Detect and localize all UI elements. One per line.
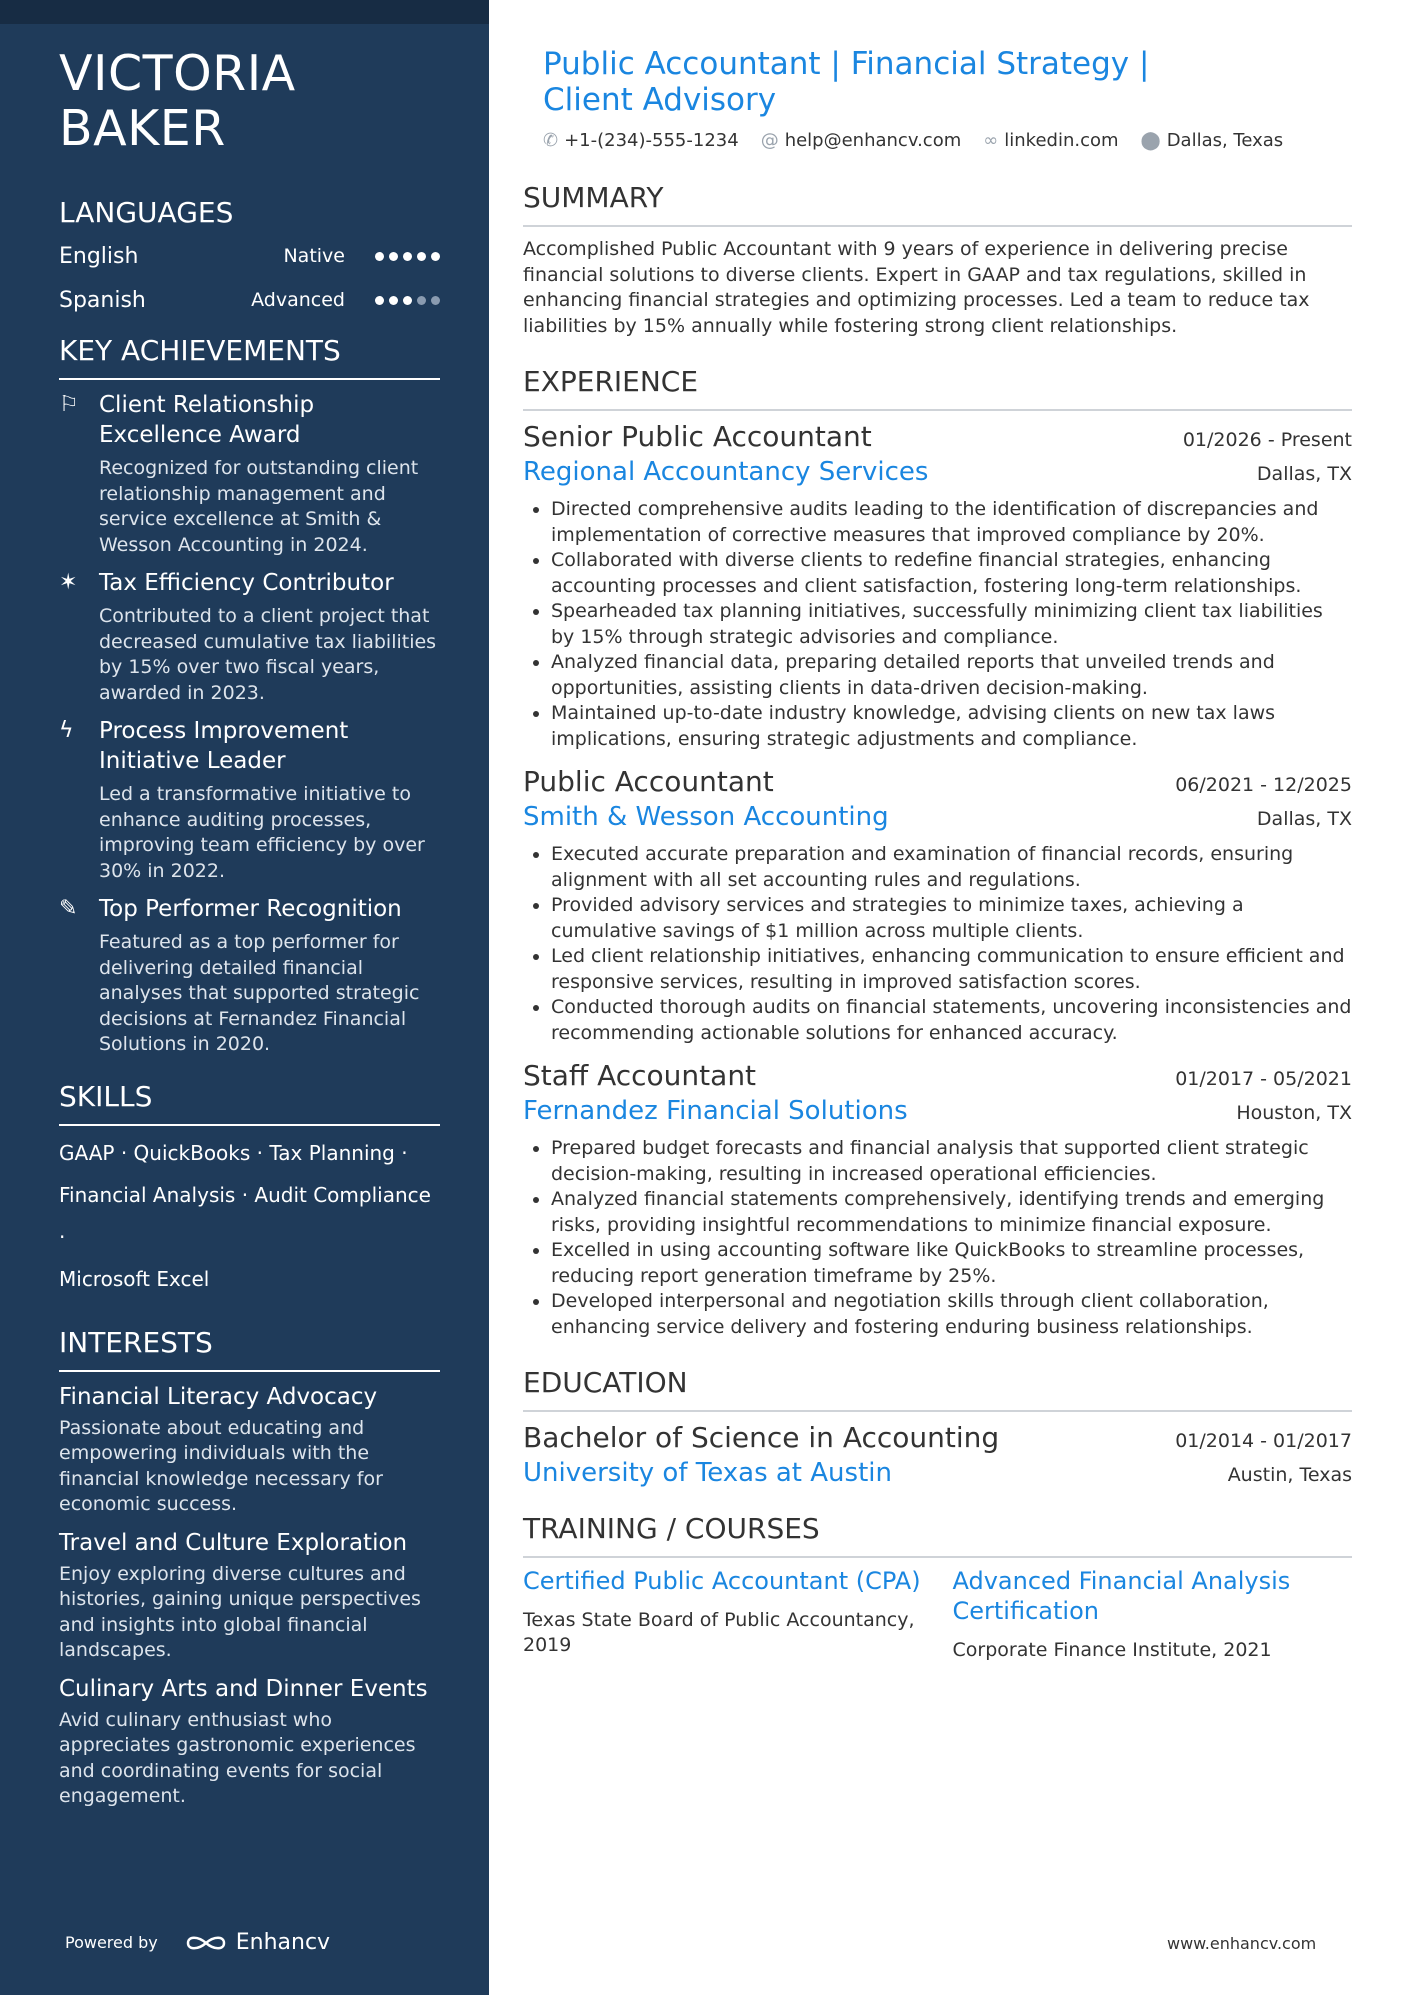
experience-heading: EXPERIENCE <box>523 365 1352 411</box>
achievement-title: Client Relationship Excellence Award <box>99 392 315 448</box>
rating-dot <box>375 296 384 305</box>
job-bullet: • Developed interpersonal and negotiation skills through client collaboration, enhancing service delivery and fostering enduring business relationships. <box>551 1289 1352 1340</box>
rating-dot <box>375 252 384 261</box>
phone-icon: ✆ <box>543 130 559 151</box>
job-company: Smith & Wesson Accounting <box>523 802 889 832</box>
interest-title: Culinary Arts and Dinner Events <box>59 1675 428 1702</box>
education-location: Austin, Texas <box>1227 1464 1352 1486</box>
achievement-body <box>99 894 440 1058</box>
achievement-item <box>59 568 440 706</box>
job-bullet: • Analyzed financial statements comprehensively, identifying trends and emerging risks, providing insightful recommendations to minimize financial exposure. <box>551 1187 1352 1238</box>
achievement-title: Tax Efficiency Contributor <box>99 570 394 596</box>
training-list <box>523 1566 1352 1663</box>
interest-description: Passionate about educating and empowering individuals with the financial knowledge necessary for economic success. <box>59 1416 383 1515</box>
achievement-description: Led a transformative initiative to enhance auditing processes, improving team efficiency by over 30% in 2022. <box>99 783 425 882</box>
job-bullet: • Led client relationship initiatives, enhancing communication to ensure efficient and responsive services, resulting in improved satisfaction scores. <box>551 944 1352 995</box>
job-entry <box>523 1058 1352 1340</box>
rating-dot <box>417 252 426 261</box>
achievement-item <box>59 716 440 884</box>
enhancv-logo-icon <box>184 1932 228 1954</box>
job-location: Houston, TX <box>1236 1102 1352 1124</box>
interest-item <box>59 1528 440 1664</box>
sidebar-content <box>59 46 440 1818</box>
job-title: Staff Accountant <box>523 1059 757 1092</box>
job-entry <box>523 419 1352 752</box>
language-rating <box>375 296 440 305</box>
achievement-item <box>59 894 440 1058</box>
job-company: Fernandez Financial Solutions <box>523 1096 908 1126</box>
rating-dot <box>431 296 440 305</box>
flag-icon: ⚐ <box>59 392 79 417</box>
language-level: Advanced <box>251 289 345 311</box>
job-bullets <box>523 1136 1352 1340</box>
school: University of Texas at Austin <box>523 1458 892 1488</box>
languages-heading: LANGUAGES <box>59 196 234 229</box>
job-header <box>523 1058 1352 1094</box>
contact-item[interactable] <box>543 130 739 151</box>
location-pin-icon: ⬤ <box>1140 130 1161 151</box>
education-dates: 01/2014 - 01/2017 <box>1175 1430 1352 1452</box>
at-icon: @ <box>760 130 779 151</box>
achievement-description: Featured as a top performer for delivering detailed financial analyses that supported strategic decisions at Fernandez Financial Solutions in 2020. <box>99 931 420 1055</box>
language-row <box>59 278 440 322</box>
experience-list <box>523 419 1352 1340</box>
main-content <box>523 46 1352 1663</box>
achievement-body <box>99 716 440 884</box>
magic-wand-icon: ✶ <box>59 570 78 595</box>
job-bullet: • Collaborated with diverse clients to redefine financial strategies, enhancing accounting processes and client satisfaction, fostering long-term relationships. <box>551 548 1352 599</box>
achievement-description: Contributed to a client project that decreased cumulative tax liabilities by 15% over two fiscal years, awarded in 2023. <box>99 605 437 704</box>
education-heading: EDUCATION <box>523 1366 1352 1412</box>
name-first: VICTORIA <box>59 45 296 102</box>
enhancv-logo[interactable] <box>184 1930 330 1955</box>
contact-item[interactable] <box>1141 130 1284 151</box>
job-bullet: • Spearheaded tax planning initiatives, successfully minimizing client tax liabilities by 15% through strategic advisories and compliance. <box>551 599 1352 650</box>
training-org: Texas State Board of Public Accountancy, 2019 <box>523 1609 915 1656</box>
language-rating <box>375 252 440 261</box>
interest-item <box>59 1674 440 1810</box>
language-level: Native <box>283 245 345 267</box>
interest-title: Travel and Culture Exploration <box>59 1529 408 1556</box>
job-company-row <box>523 455 1352 489</box>
rating-dot <box>389 252 398 261</box>
achievement-item <box>59 390 440 558</box>
sidebar-top-strip <box>0 0 489 24</box>
training-title: Advanced Financial Analysis Certification <box>952 1567 1291 1625</box>
job-company-row <box>523 800 1352 834</box>
wand-icon: ✎ <box>59 896 78 921</box>
job-dates: 01/2026 - Present <box>1182 429 1352 451</box>
summary-text: Accomplished Public Accountant with 9 years of experience in delivering precise financial solutions to diverse clients. Expert in GAAP and tax regulations, skilled in enhancing financial strategies and optimizing processes. Led a team to reduce tax liabilities by 15% annually while fostering strong client relationships. <box>523 238 1310 337</box>
skills-list <box>59 1132 440 1300</box>
job-company: Regional Accountancy Services <box>523 457 929 487</box>
rating-dot <box>403 296 412 305</box>
training-org: Corporate Finance Institute, 2021 <box>952 1639 1272 1661</box>
job-dates: 06/2021 - 12/2025 <box>1175 774 1352 796</box>
job-header <box>523 419 1352 455</box>
contact-bar <box>543 130 1352 151</box>
job-location: Dallas, TX <box>1256 808 1352 830</box>
rating-dot <box>417 296 426 305</box>
enhancv-brand: Enhancv <box>235 1930 331 1955</box>
rating-dot <box>389 296 398 305</box>
job-bullet: • Provided advisory services and strategies to minimize taxes, achieving a cumulative savings of $1 million across multiple clients. <box>551 893 1352 944</box>
job-bullets <box>523 842 1352 1046</box>
achievements-heading: KEY ACHIEVEMENTS <box>59 334 440 380</box>
footer-url[interactable]: www.enhancv.com <box>1167 1934 1317 1953</box>
interest-title: Financial Literacy Advocacy <box>59 1383 378 1410</box>
contact-item[interactable] <box>983 130 1118 151</box>
degree: Bachelor of Science in Accounting <box>523 1421 1000 1454</box>
training-item <box>523 1566 923 1663</box>
skills-line: GAAP · QuickBooks · Tax Planning · <box>59 1140 408 1165</box>
link-icon: ∞ <box>983 130 999 151</box>
job-bullet: • Directed comprehensive audits leading to the identification of discrepancies and implementation of corrective measures that improved compliance by 20%. <box>551 497 1352 548</box>
interests-heading: INTERESTS <box>59 1326 440 1372</box>
language-name: Spanish <box>59 287 146 313</box>
interest-description: Enjoy exploring diverse cultures and histories, gaining unique perspectives and insights into global financial landscapes. <box>59 1562 421 1661</box>
interest-item <box>59 1382 440 1518</box>
headline: Public Accountant | Financial Strategy | Client Advisory <box>543 46 1150 118</box>
job-bullet: • Analyzed financial data, preparing detailed reports that unveiled trends and opportunities, assisting clients in data-driven decision-making. <box>551 650 1352 701</box>
training-item <box>953 1566 1353 1663</box>
rating-dot <box>403 252 412 261</box>
name-last: BAKER <box>59 100 226 157</box>
job-entry <box>523 764 1352 1046</box>
job-bullet: • Prepared budget forecasts and financial analysis that supported client strategic decision-making, resulting in increased operational efficiencies. <box>551 1136 1352 1187</box>
job-company-row <box>523 1094 1352 1128</box>
achievement-title: Top Performer Recognition <box>99 896 402 922</box>
skills-line: Microsoft Excel <box>59 1266 210 1291</box>
language-name: English <box>59 243 139 269</box>
job-title: Senior Public Accountant <box>523 420 872 453</box>
powered-by-label: Powered by <box>65 1933 158 1952</box>
skills-line: Financial Analysis · Audit Compliance · <box>59 1182 431 1249</box>
rating-dot <box>431 252 440 261</box>
training-title: Certified Public Accountant (CPA) <box>523 1567 921 1595</box>
interest-description: Avid culinary enthusiast who appreciates gastronomic experiences and coordinating events for social engagement. <box>59 1708 416 1807</box>
job-title: Public Accountant <box>523 765 774 798</box>
interests-list <box>59 1382 440 1810</box>
achievements-list <box>59 390 440 1058</box>
languages-list <box>59 234 440 322</box>
job-dates: 01/2017 - 05/2021 <box>1175 1068 1352 1090</box>
education-entry <box>523 1420 1352 1490</box>
contact-text[interactable]: Dallas, Texas <box>1166 130 1284 151</box>
job-bullets <box>523 497 1352 752</box>
training-heading: TRAINING / COURSES <box>523 1512 1352 1558</box>
achievement-body <box>99 568 440 706</box>
language-row <box>59 234 440 278</box>
job-bullet: • Executed accurate preparation and examination of financial records, ensuring alignment with all set accounting rules and regulations. <box>551 842 1352 893</box>
job-bullet: • Maintained up-to-date industry knowledge, advising clients on new tax laws implications, ensuring strategic adjustments and compliance. <box>551 701 1352 752</box>
contact-text[interactable]: linkedin.com <box>1004 130 1119 151</box>
achievement-description: Recognized for outstanding client relationship management and service excellence at Smith & Wesson Accounting in 2024. <box>99 457 419 556</box>
summary-heading: SUMMARY <box>523 181 1352 227</box>
skills-heading: SKILLS <box>59 1080 440 1126</box>
job-bullet: • Conducted thorough audits on financial statements, uncovering inconsistencies and recommending actionable solutions for enhanced accuracy. <box>551 995 1352 1046</box>
contact-text[interactable]: help@enhancv.com <box>784 130 962 151</box>
job-header <box>523 764 1352 800</box>
powered-by <box>65 1930 330 1955</box>
contact-text[interactable]: +1-(234)-555-1234 <box>564 130 739 151</box>
lightning-icon: ϟ <box>59 718 74 743</box>
contact-item[interactable] <box>761 130 962 151</box>
candidate-name <box>59 46 440 156</box>
achievement-title: Process Improvement Initiative Leader <box>99 718 349 774</box>
sidebar <box>0 0 489 1995</box>
achievement-body <box>99 390 440 558</box>
job-bullet: • Excelled in using accounting software like QuickBooks to streamline processes, reducing report generation timeframe by 25%. <box>551 1238 1352 1289</box>
job-location: Dallas, TX <box>1256 463 1352 485</box>
